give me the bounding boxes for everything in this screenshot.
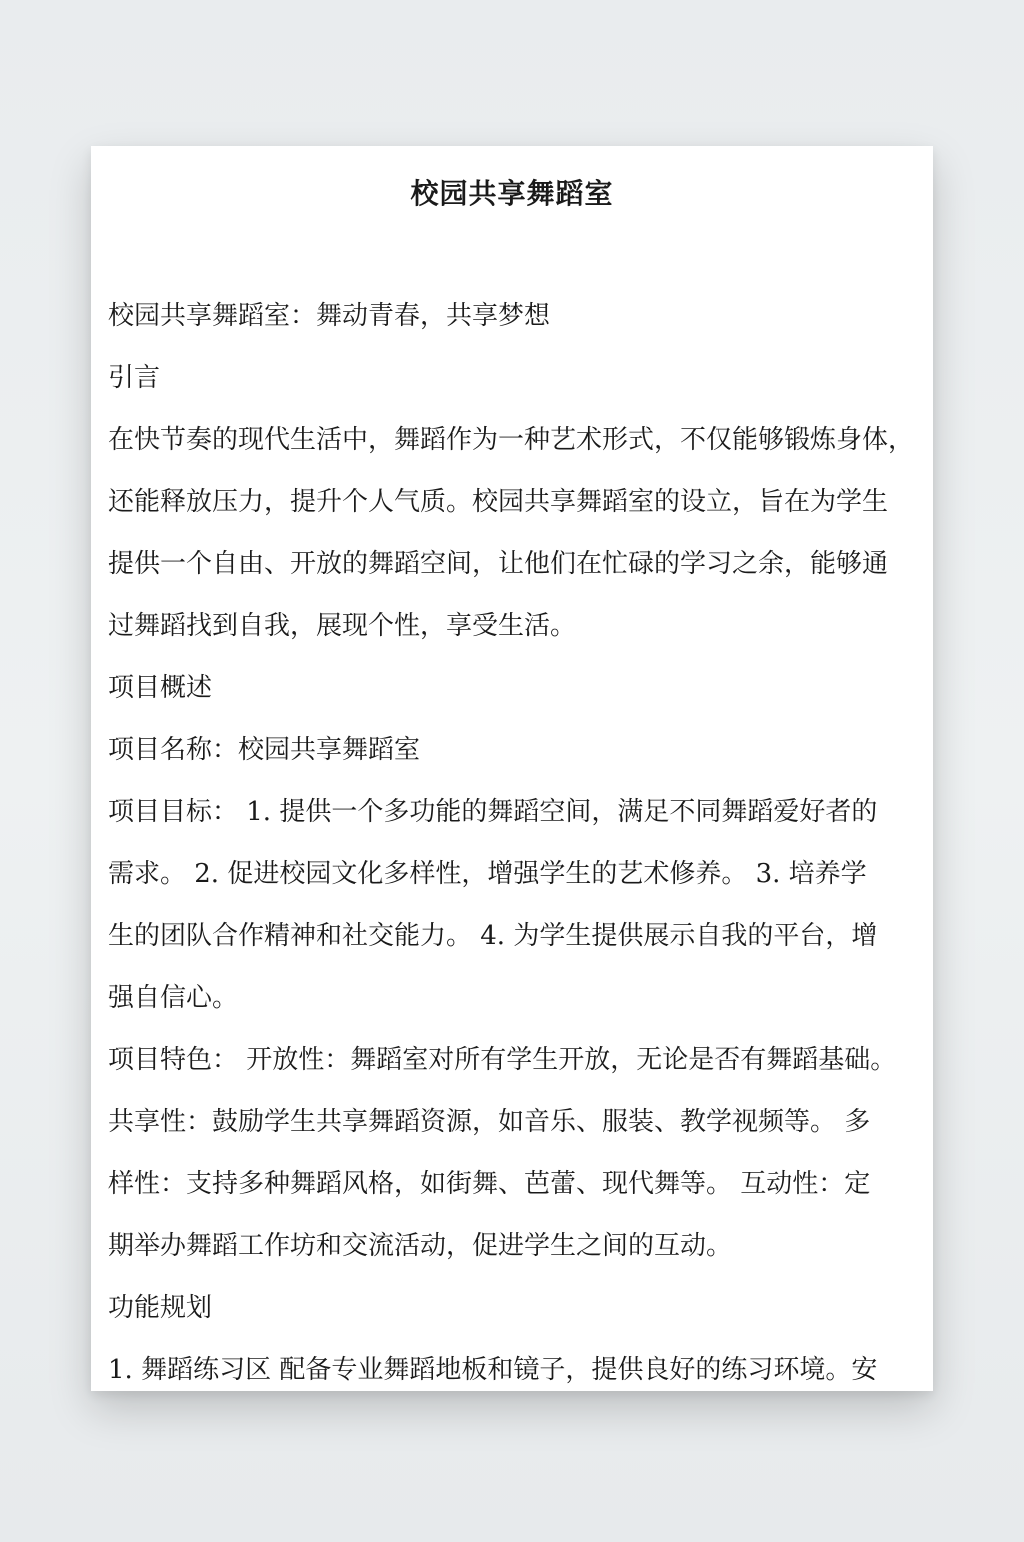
body-line: 需求。 2. 促进校园文化多样性，增强学生的艺术修养。 3. 培养学 — [108, 859, 867, 889]
document-page — [91, 146, 933, 1391]
body-line: 期举办舞蹈工作坊和交流活动，促进学生之间的互动。 — [108, 1231, 733, 1261]
body-line: 还能释放压力，提升个人气质。校园共享舞蹈室的设立，旨在为学生 — [108, 487, 889, 517]
body-line: 项目特色： 开放性：舞蹈室对所有学生开放，无论是否有舞蹈基础。 — [108, 1045, 897, 1075]
body-line: 引言 — [108, 363, 161, 393]
body-line: 提供一个自由、开放的舞蹈空间，让他们在忙碌的学习之余，能够通 — [108, 549, 889, 579]
body-line: 生的团队合作精神和社交能力。 4. 为学生提供展示自我的平台，增 — [108, 921, 878, 951]
body-line: 校园共享舞蹈室：舞动青春，共享梦想 — [108, 301, 551, 331]
body-line: 项目目标： 1. 提供一个多功能的舞蹈空间，满足不同舞蹈爱好者的 — [108, 797, 878, 827]
body-line: 过舞蹈找到自我，展现个性，享受生活。 — [108, 611, 577, 641]
body-line: 项目概述 — [108, 673, 213, 703]
body-line: 项目名称：校园共享舞蹈室 — [108, 735, 421, 765]
body-line: 1. 舞蹈练习区 配备专业舞蹈地板和镜子，提供良好的练习环境。安 — [108, 1355, 878, 1385]
document-title: 校园共享舞蹈室 — [410, 177, 614, 210]
document-body — [108, 296, 916, 1391]
body-line: 强自信心。 — [108, 983, 239, 1013]
body-line: 在快节奏的现代生活中，舞蹈作为一种艺术形式，不仅能够锻炼身体， — [108, 425, 915, 455]
body-line: 样性：支持多种舞蹈风格，如街舞、芭蕾、现代舞等。 互动性：定 — [108, 1169, 871, 1199]
body-line: 共享性：鼓励学生共享舞蹈资源，如音乐、服装、教学视频等。 多 — [108, 1107, 871, 1137]
body-line: 功能规划 — [108, 1293, 213, 1323]
